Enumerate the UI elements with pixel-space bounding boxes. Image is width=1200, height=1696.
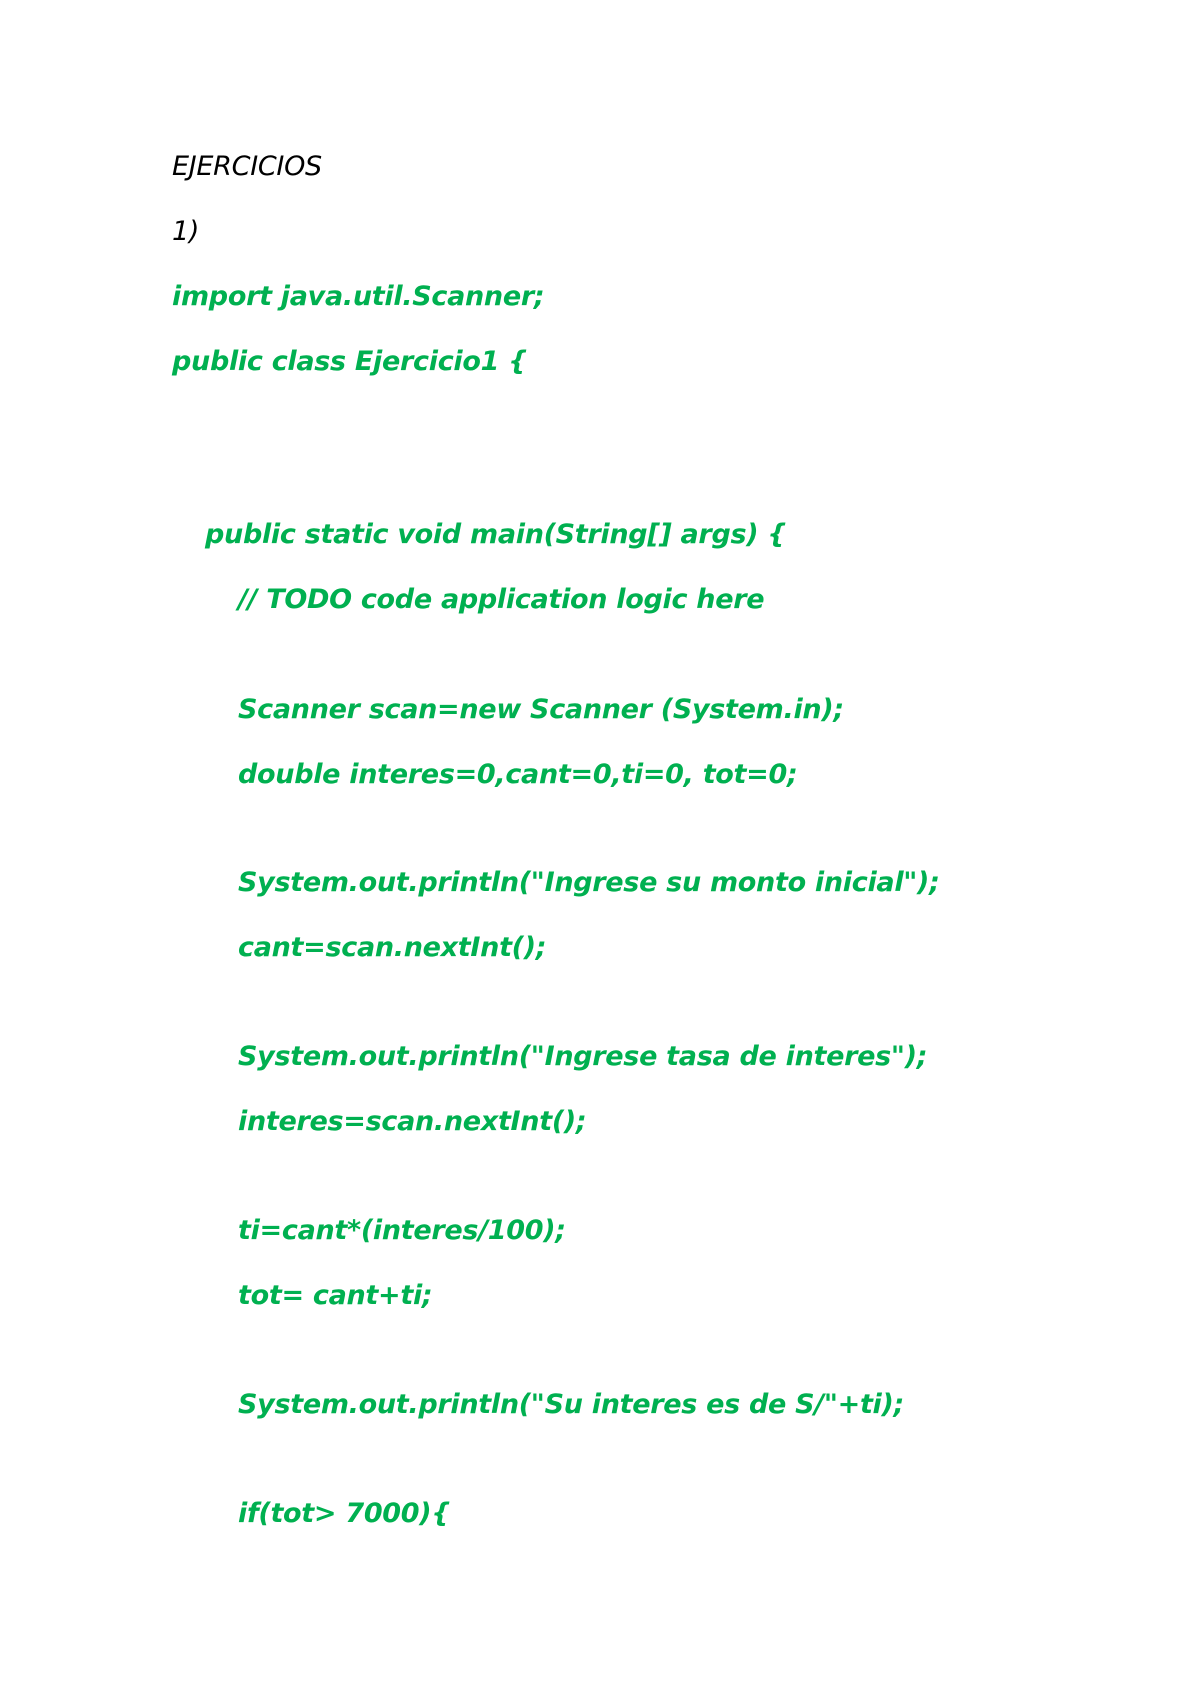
code-line-import: import java.util.Scanner; — [172, 281, 545, 312]
code-line-read-interes: interes=scan.nextInt(); — [238, 1106, 587, 1137]
code-line-print-tasa: System.out.println("Ingrese tasa de interes"); — [238, 1041, 928, 1072]
code-line-print-monto: System.out.println("Ingrese su monto inicial"); — [238, 867, 940, 898]
code-line-todo-comment: // TODO code application logic here — [238, 584, 765, 615]
code-line-print-interes: System.out.println("Su interes es de S/"+ti); — [238, 1389, 905, 1420]
code-line-class-declaration: public class Ejercicio1 { — [172, 346, 528, 377]
code-line-if-statement: if(tot> 7000){ — [238, 1498, 451, 1529]
code-line-scanner: Scanner scan=new Scanner (System.in); — [238, 694, 844, 725]
code-line-variables: double interes=0,cant=0,ti=0, tot=0; — [238, 759, 798, 790]
code-line-read-cant: cant=scan.nextInt(); — [238, 932, 547, 963]
document-title: EJERCICIOS — [172, 151, 322, 182]
exercise-number: 1) — [172, 216, 200, 247]
code-line-calc-ti: ti=cant*(interes/100); — [238, 1215, 566, 1246]
code-line-main-method: public static void main(String[] args) { — [205, 519, 787, 550]
code-line-calc-tot: tot= cant+ti; — [238, 1280, 433, 1311]
